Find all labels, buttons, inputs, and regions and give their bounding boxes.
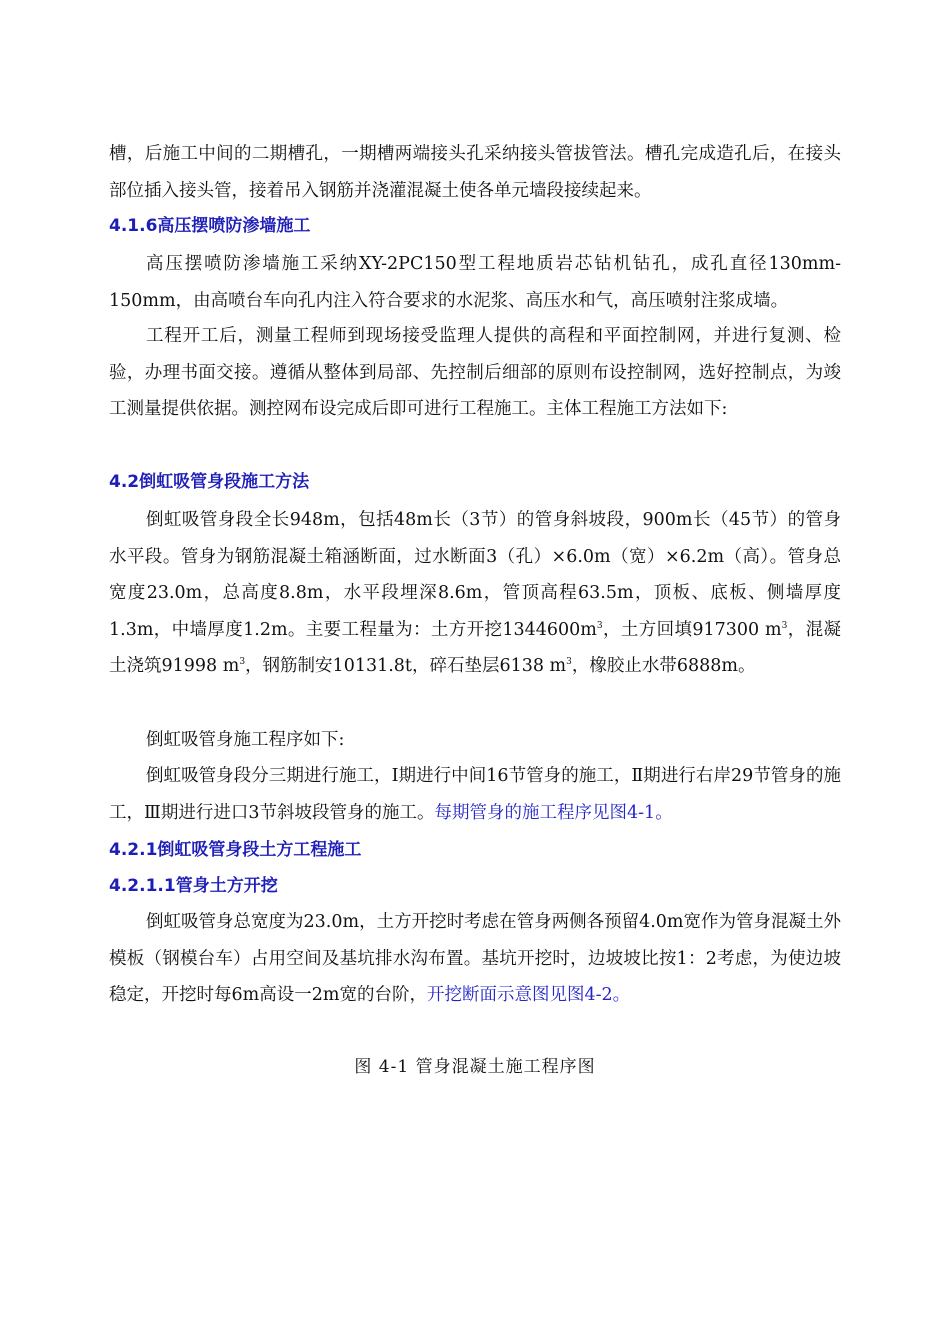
section-heading-4-2: 4.2倒虹吸管身段施工方法 [109, 472, 310, 492]
cubic-superscript: 3 [596, 620, 603, 631]
paragraph-pipe-body [109, 502, 841, 685]
paragraph-high-pressure-jet: 高压摆喷防渗墙施工采纳XY-2PC150型工程地质岩芯钻机钻孔，成孔直径130mm-150mm，由高喷台车向孔内注入符合要求的水泥浆、高压水和气，高压喷射注浆成墙。 [109, 254, 841, 311]
paragraph-sequence-title: 倒虹吸管身施工程序如下: [146, 730, 345, 750]
section-heading-4-1-6: 4.1.6高压摆喷防渗墙施工 [109, 216, 311, 236]
excavation-text: 倒虹吸管身总宽度为23.0m，土方开挖时考虑在管身两侧各预留4.0m宽作为管身混凝土外模板（钢模台车）占用空间及基坑排水沟布置。基坑开挖时，边坡坡比按1：2考虑，为使边坡稳定，开挖时每6m高设一2m宽的台阶， [109, 912, 841, 1005]
section-heading-4-2-1: 4.2.1倒虹吸管身段土方工程施工 [109, 840, 362, 860]
pipe-body-text-2: ，土方回填917300 m [602, 619, 782, 640]
paragraph-sequence [109, 758, 841, 831]
cubic-superscript: 3 [239, 657, 246, 667]
paragraph-excavation [109, 904, 841, 1014]
cubic-superscript: 3 [566, 657, 572, 667]
section-heading-4-2-1-1: 4.2.1.1管身土方开挖 [109, 876, 278, 896]
pipe-body-text-5: ，橡胶止水带6888m。 [571, 656, 756, 676]
cubic-superscript: 3 [781, 620, 788, 631]
figure-caption: 图 4-1 管身混凝土施工程序图 [354, 1057, 596, 1077]
intro-paragraph: 槽，后施工中间的二期槽孔，一期槽两端接头孔采纳接头管拔管法。槽孔完成造孔后，在接头部位插入接头管，接着吊入钢筋并浇灌混凝土使各单元墙段接续起来。 [109, 144, 841, 201]
pipe-body-text-4: ，钢筋制安10131.8t，碎石垫层6138 m [245, 656, 567, 676]
pipe-body-text-1: 倒虹吸管身段全长948m，包括48m长（3节）的管身斜坡段，900m长（45节）的管身水平段。管身为钢筋混凝土箱涵断面，过水断面3（孔）×6.0m（宽）×6.2m（高）。管身总宽度23.0m，总高度8.8m，水平段埋深8.6m，管顶高程63.5m，顶板、底板、侧墙厚度1.3m，中墙厚度1.2m。主要工程量为：土方开挖1344600m [109, 510, 841, 640]
figure-4-1-reference-link[interactable]: 每期管身的施工程序见图4-1。 [434, 802, 673, 823]
figure-4-2-reference-link[interactable]: 开挖断面示意图见图4-2。 [426, 985, 631, 1005]
pipe-body-text-3: ，混凝土浇筑91998 m [109, 619, 841, 676]
paragraph-survey-control: 工程开工后，测量工程师到现场接受监理人提供的高程和平面控制网，并进行复测、检验，办理书面交接。遵循从整体到局部、先控制后细部的原则布设控制网，选好控制点，为竣工测量提供依据。测控网布设完成后即可进行工程施工。主体工程施工方法如下: [109, 326, 841, 419]
sequence-text: 倒虹吸管身段分三期进行施工，Ⅰ期进行中间16节管身的施工，Ⅱ期进行右岸29节管身的施工，Ⅲ期进行进口3节斜坡段管身的施工。 [109, 766, 841, 823]
